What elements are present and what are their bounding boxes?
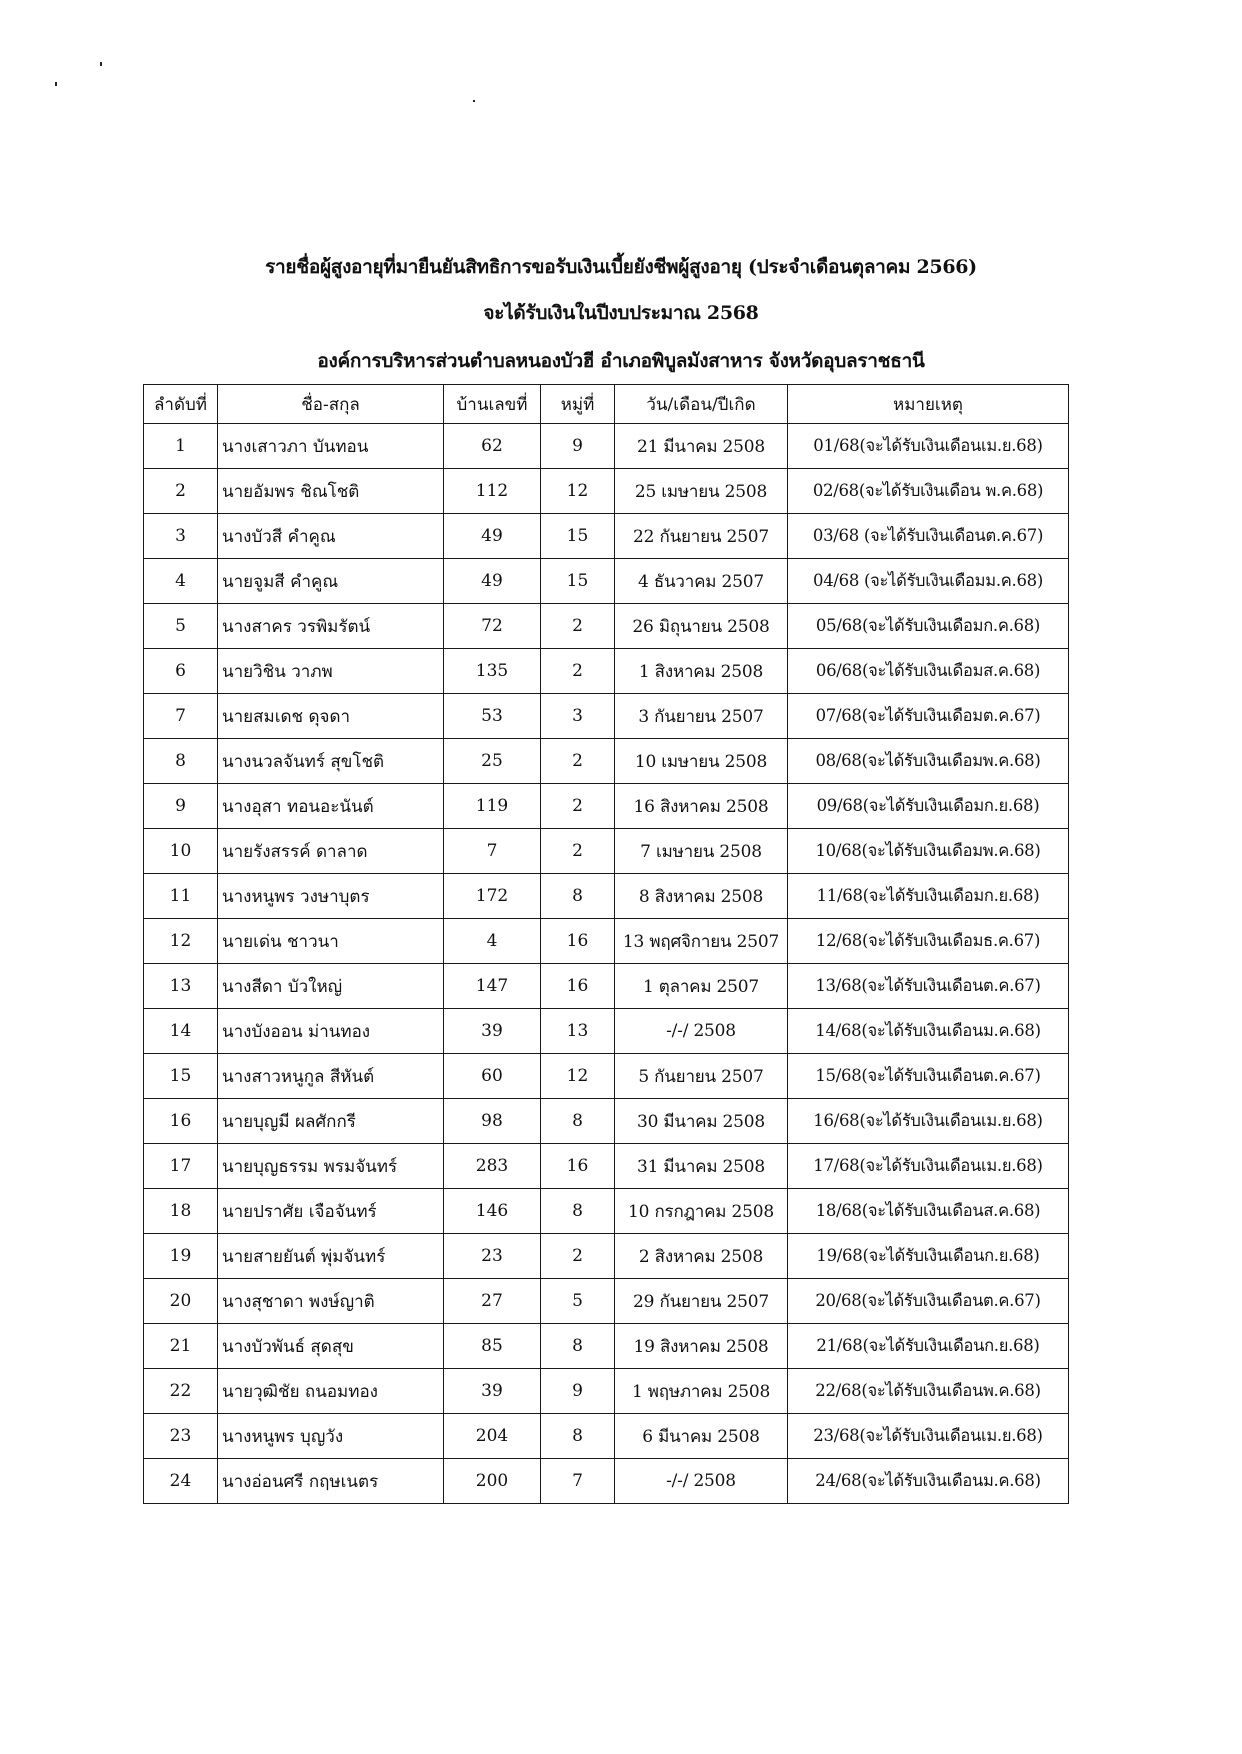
cell-order-no: 1 (144, 424, 218, 469)
cell-remark: 14/68(จะได้รับเงินเดือนม.ค.68) (788, 1009, 1069, 1054)
cell-village-no: 2 (541, 829, 615, 874)
cell-order-no: 19 (144, 1234, 218, 1279)
cell-village-no: 12 (541, 1054, 615, 1099)
cell-date-of-birth: -/-/ 2508 (615, 1009, 788, 1054)
cell-remark: 24/68(จะได้รับเงินเดือนม.ค.68) (788, 1459, 1069, 1504)
table-row (144, 1279, 1069, 1324)
cell-village-no: 5 (541, 1279, 615, 1324)
cell-order-no: 24 (144, 1459, 218, 1504)
cell-village-no: 8 (541, 1414, 615, 1459)
cell-date-of-birth: 21 มีนาคม 2508 (615, 424, 788, 469)
cell-date-of-birth: 3 กันยายน 2507 (615, 694, 788, 739)
cell-full-name: นางสุชาดา พงษ์ญาติ (218, 1279, 444, 1324)
cell-remark: 05/68(จะได้รับเงินเดือมก.ค.68) (788, 604, 1069, 649)
table-row (144, 559, 1069, 604)
header-full-name: ชื่อ-สกุล (218, 385, 444, 424)
cell-full-name: นายสายยันต์ พุ่มจันทร์ (218, 1234, 444, 1279)
cell-full-name: นายสมเดช ดุจดา (218, 694, 444, 739)
cell-date-of-birth: 10 เมษายน 2508 (615, 739, 788, 784)
cell-house-number: 53 (444, 694, 541, 739)
cell-full-name: นางบังออน ม่านทอง (218, 1009, 444, 1054)
cell-village-no: 12 (541, 469, 615, 514)
table-row (144, 469, 1069, 514)
cell-remark: 22/68(จะได้รับเงินเดือนพ.ค.68) (788, 1369, 1069, 1414)
header-village-no: หมู่ที่ (541, 385, 615, 424)
cell-village-no: 2 (541, 649, 615, 694)
cell-house-number: 7 (444, 829, 541, 874)
cell-order-no: 12 (144, 919, 218, 964)
cell-full-name: นายรังสรรค์ ดาลาด (218, 829, 444, 874)
table-row (144, 1099, 1069, 1144)
cell-full-name: นางสาวหนูกูล สีหันต์ (218, 1054, 444, 1099)
table-row (144, 514, 1069, 559)
cell-house-number: 60 (444, 1054, 541, 1099)
cell-remark: 20/68(จะได้รับเงินเดือนต.ค.67) (788, 1279, 1069, 1324)
cell-house-number: 72 (444, 604, 541, 649)
cell-full-name: นางสีดา บัวใหญ่ (218, 964, 444, 1009)
cell-house-number: 25 (444, 739, 541, 784)
cell-full-name: นางอุสา ทอนอะนันต์ (218, 784, 444, 829)
cell-order-no: 16 (144, 1099, 218, 1144)
cell-village-no: 8 (541, 1099, 615, 1144)
table-row (144, 1414, 1069, 1459)
scan-speck (473, 100, 475, 102)
table-row (144, 694, 1069, 739)
header-date-of-birth: วัน/เดือน/ปีเกิด (615, 385, 788, 424)
cell-remark: 21/68(จะได้รับเงินเดือนก.ย.68) (788, 1324, 1069, 1369)
cell-village-no: 3 (541, 694, 615, 739)
table-row (144, 1234, 1069, 1279)
table-header-row (144, 385, 1069, 424)
cell-date-of-birth: 1 พฤษภาคม 2508 (615, 1369, 788, 1414)
cell-order-no: 21 (144, 1324, 218, 1369)
table-row (144, 649, 1069, 694)
cell-village-no: 15 (541, 559, 615, 604)
table-row (144, 1054, 1069, 1099)
cell-order-no: 18 (144, 1189, 218, 1234)
cell-date-of-birth: 30 มีนาคม 2508 (615, 1099, 788, 1144)
table-row (144, 604, 1069, 649)
table-row (144, 424, 1069, 469)
cell-date-of-birth: 6 มีนาคม 2508 (615, 1414, 788, 1459)
cell-date-of-birth: 31 มีนาคม 2508 (615, 1144, 788, 1189)
cell-remark: 04/68 (จะได้รับเงินเดือมม.ค.68) (788, 559, 1069, 604)
cell-order-no: 2 (144, 469, 218, 514)
table-row (144, 874, 1069, 919)
cell-full-name: นางอ่อนศรี กฤษเนตร (218, 1459, 444, 1504)
header-remark: หมายเหตุ (788, 385, 1069, 424)
cell-date-of-birth: 25 เมษายน 2508 (615, 469, 788, 514)
cell-house-number: 135 (444, 649, 541, 694)
cell-remark: 09/68(จะได้รับเงินเดือมก.ย.68) (788, 784, 1069, 829)
document-subtitle-budget-year: จะได้รับเงินในปีงบประมาณ 2568 (483, 302, 759, 324)
table-row (144, 919, 1069, 964)
cell-house-number: 147 (444, 964, 541, 1009)
cell-house-number: 4 (444, 919, 541, 964)
cell-full-name: นายจูมสี คำคูณ (218, 559, 444, 604)
scan-speck (100, 62, 102, 66)
cell-order-no: 11 (144, 874, 218, 919)
cell-remark: 03/68 (จะได้รับเงินเดือนต.ค.67) (788, 514, 1069, 559)
header-house-number: บ้านเลขที่ (444, 385, 541, 424)
cell-order-no: 8 (144, 739, 218, 784)
table-row (144, 1189, 1069, 1234)
cell-date-of-birth: -/-/ 2508 (615, 1459, 788, 1504)
cell-date-of-birth: 29 กันยายน 2507 (615, 1279, 788, 1324)
cell-order-no: 20 (144, 1279, 218, 1324)
cell-date-of-birth: 10 กรกฎาคม 2508 (615, 1189, 788, 1234)
cell-village-no: 8 (541, 1189, 615, 1234)
cell-order-no: 15 (144, 1054, 218, 1099)
elderly-allowance-table (143, 384, 1069, 1504)
cell-house-number: 39 (444, 1009, 541, 1054)
cell-village-no: 2 (541, 1234, 615, 1279)
cell-remark: 19/68(จะได้รับเงินเดือนก.ย.68) (788, 1234, 1069, 1279)
cell-remark: 23/68(จะได้รับเงินเดือนเม.ย.68) (788, 1414, 1069, 1459)
cell-date-of-birth: 13 พฤศจิกายน 2507 (615, 919, 788, 964)
cell-house-number: 283 (444, 1144, 541, 1189)
cell-date-of-birth: 26 มิถุนายน 2508 (615, 604, 788, 649)
table-row (144, 1144, 1069, 1189)
cell-date-of-birth: 1 ตุลาคม 2507 (615, 964, 788, 1009)
cell-order-no: 5 (144, 604, 218, 649)
cell-date-of-birth: 4 ธันวาคม 2507 (615, 559, 788, 604)
header-order-no: ลำดับที่ (144, 385, 218, 424)
cell-date-of-birth: 22 กันยายน 2507 (615, 514, 788, 559)
cell-full-name: นายเด่น ชาวนา (218, 919, 444, 964)
cell-full-name: นายบุญธรรม พรมจันทร์ (218, 1144, 444, 1189)
cell-order-no: 7 (144, 694, 218, 739)
cell-date-of-birth: 16 สิงหาคม 2508 (615, 784, 788, 829)
cell-date-of-birth: 5 กันยายน 2507 (615, 1054, 788, 1099)
cell-order-no: 22 (144, 1369, 218, 1414)
cell-remark: 16/68(จะได้รับเงินเดือนเม.ย.68) (788, 1099, 1069, 1144)
cell-full-name: นางหนูพร วงษาบุตร (218, 874, 444, 919)
cell-house-number: 23 (444, 1234, 541, 1279)
cell-house-number: 172 (444, 874, 541, 919)
cell-village-no: 16 (541, 1144, 615, 1189)
cell-village-no: 15 (541, 514, 615, 559)
cell-full-name: นางบัวพันธ์ สุดสุข (218, 1324, 444, 1369)
cell-house-number: 146 (444, 1189, 541, 1234)
cell-house-number: 62 (444, 424, 541, 469)
cell-full-name: นางหนูพร บุญวัง (218, 1414, 444, 1459)
table-row (144, 1459, 1069, 1504)
cell-village-no: 13 (541, 1009, 615, 1054)
table-row (144, 1369, 1069, 1414)
cell-house-number: 49 (444, 559, 541, 604)
cell-village-no: 8 (541, 1324, 615, 1369)
cell-house-number: 204 (444, 1414, 541, 1459)
cell-remark: 07/68(จะได้รับเงินเดือมต.ค.67) (788, 694, 1069, 739)
cell-date-of-birth: 1 สิงหาคม 2508 (615, 649, 788, 694)
cell-house-number: 39 (444, 1369, 541, 1414)
table-row (144, 829, 1069, 874)
cell-date-of-birth: 2 สิงหาคม 2508 (615, 1234, 788, 1279)
cell-remark: 17/68(จะได้รับเงินเดือนเม.ย.68) (788, 1144, 1069, 1189)
document-subtitle-organization: องค์การบริหารส่วนตำบลหนองบัวฮี อำเภอพิบูลมังสาหาร จังหวัดอุบลราชธานี (317, 350, 925, 372)
cell-full-name: นางสาคร วรพิมรัตน์ (218, 604, 444, 649)
cell-full-name: นายบุญมี ผลศักกรี (218, 1099, 444, 1144)
cell-house-number: 200 (444, 1459, 541, 1504)
cell-date-of-birth: 8 สิงหาคม 2508 (615, 874, 788, 919)
cell-village-no: 9 (541, 1369, 615, 1414)
cell-full-name: นายปราศัย เจือจันทร์ (218, 1189, 444, 1234)
cell-remark: 15/68(จะได้รับเงินเดือนต.ค.67) (788, 1054, 1069, 1099)
cell-house-number: 27 (444, 1279, 541, 1324)
cell-remark: 12/68(จะได้รับเงินเดือมธ.ค.67) (788, 919, 1069, 964)
cell-house-number: 112 (444, 469, 541, 514)
cell-village-no: 16 (541, 964, 615, 1009)
cell-full-name: นายอัมพร ชิณโชติ (218, 469, 444, 514)
table-row (144, 1324, 1069, 1369)
cell-order-no: 17 (144, 1144, 218, 1189)
cell-village-no: 8 (541, 874, 615, 919)
document-title: รายชื่อผู้สูงอายุที่มายืนยันสิทธิการขอรับเงินเบี้ยยังชีพผู้สูงอายุ (ประจำเดือนตุลาคม 2566) (265, 256, 977, 278)
cell-order-no: 9 (144, 784, 218, 829)
cell-order-no: 14 (144, 1009, 218, 1054)
cell-full-name: นางบัวสี คำคูณ (218, 514, 444, 559)
cell-village-no: 2 (541, 784, 615, 829)
cell-full-name: นางเสาวภา บันทอน (218, 424, 444, 469)
cell-remark: 10/68(จะได้รับเงินเดือมพ.ค.68) (788, 829, 1069, 874)
cell-full-name: นางนวลจันทร์ สุขโชติ (218, 739, 444, 784)
cell-village-no: 16 (541, 919, 615, 964)
table-row (144, 1009, 1069, 1054)
cell-order-no: 13 (144, 964, 218, 1009)
cell-house-number: 98 (444, 1099, 541, 1144)
scan-speck (55, 82, 57, 86)
cell-order-no: 10 (144, 829, 218, 874)
table-row (144, 739, 1069, 784)
cell-remark: 18/68(จะได้รับเงินเดือนส.ค.68) (788, 1189, 1069, 1234)
cell-order-no: 3 (144, 514, 218, 559)
table-row (144, 964, 1069, 1009)
cell-village-no: 9 (541, 424, 615, 469)
cell-remark: 11/68(จะได้รับเงินเดือมก.ย.68) (788, 874, 1069, 919)
cell-house-number: 119 (444, 784, 541, 829)
cell-remark: 13/68(จะได้รับเงินเดือนต.ค.67) (788, 964, 1069, 1009)
cell-remark: 01/68(จะได้รับเงินเดือนเม.ย.68) (788, 424, 1069, 469)
cell-order-no: 4 (144, 559, 218, 604)
cell-order-no: 23 (144, 1414, 218, 1459)
cell-date-of-birth: 7 เมษายน 2508 (615, 829, 788, 874)
cell-date-of-birth: 19 สิงหาคม 2508 (615, 1324, 788, 1369)
cell-remark: 02/68(จะได้รับเงินเดือน พ.ค.68) (788, 469, 1069, 514)
cell-full-name: นายวิชิน วาภพ (218, 649, 444, 694)
cell-village-no: 7 (541, 1459, 615, 1504)
cell-house-number: 49 (444, 514, 541, 559)
cell-remark: 06/68(จะได้รับเงินเดือมส.ค.68) (788, 649, 1069, 694)
cell-house-number: 85 (444, 1324, 541, 1369)
cell-village-no: 2 (541, 739, 615, 784)
table-row (144, 784, 1069, 829)
cell-remark: 08/68(จะได้รับเงินเดือมพ.ค.68) (788, 739, 1069, 784)
cell-full-name: นายวุฒิชัย ถนอมทอง (218, 1369, 444, 1414)
cell-village-no: 2 (541, 604, 615, 649)
cell-order-no: 6 (144, 649, 218, 694)
